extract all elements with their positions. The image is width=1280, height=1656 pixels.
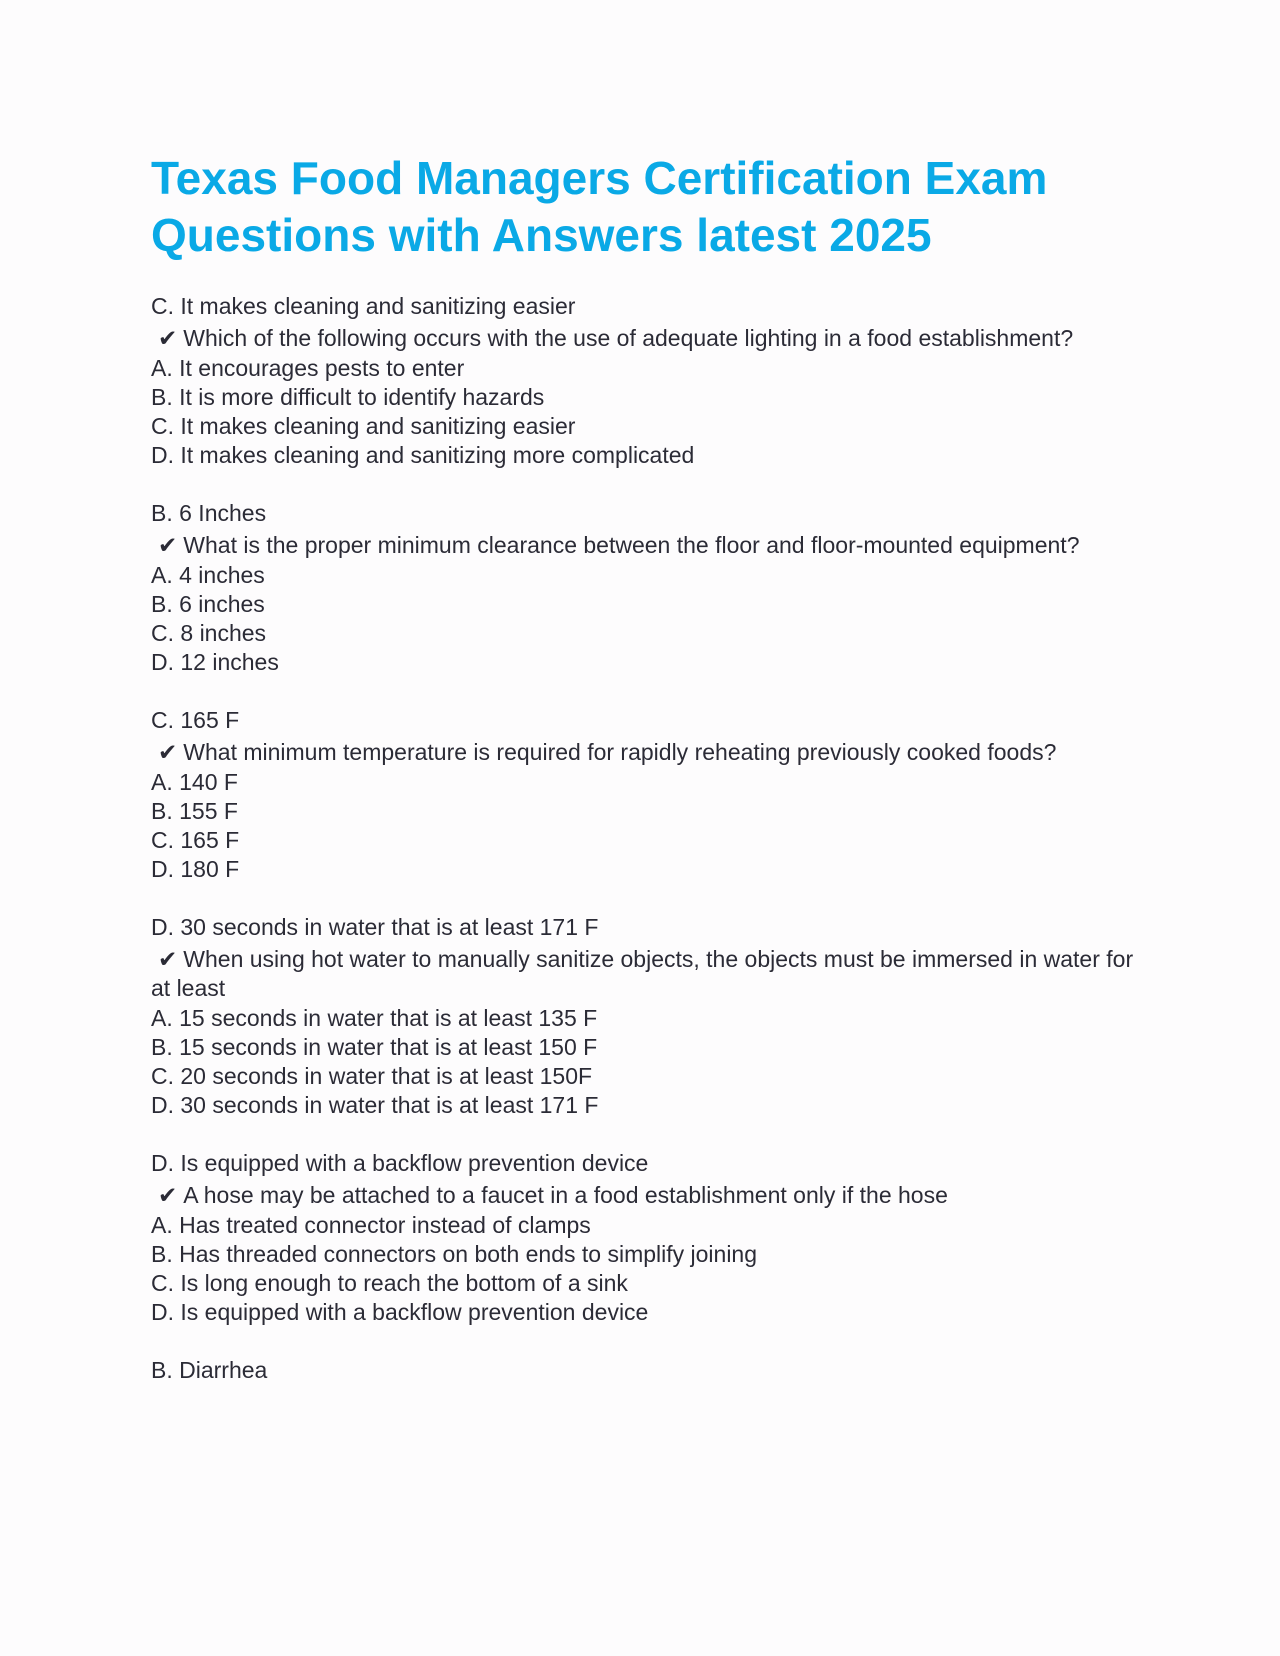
question-line <box>151 531 1141 560</box>
qa-block <box>151 292 1141 470</box>
answer-option: C. 165 F <box>151 827 240 853</box>
answer-option: D. 12 inches <box>151 649 279 675</box>
answer-text: B. 6 Inches <box>151 500 267 526</box>
answer-option: D. It makes cleaning and sanitizing more complicated <box>151 442 695 468</box>
qa-block <box>151 1149 1141 1327</box>
answer-option: D. 180 F <box>151 856 240 882</box>
document-page <box>151 150 1141 1414</box>
answer-text: C. 165 F <box>151 707 240 733</box>
answer-option: C. 8 inches <box>151 620 267 646</box>
answer-option: B. It is more difficult to identify hazards <box>151 384 545 410</box>
answer-option: A. 15 seconds in water that is at least 135 F <box>151 1005 598 1031</box>
answer-text: D. Is equipped with a backflow prevention device <box>151 1150 649 1176</box>
question-line <box>151 324 1141 353</box>
qa-block <box>151 499 1141 677</box>
answer-option: A. Has treated connector instead of clamps <box>151 1212 591 1238</box>
answer-option: B. 15 seconds in water that is at least 150 F <box>151 1034 598 1060</box>
answer-text: C. It makes cleaning and sanitizing easier <box>151 293 576 319</box>
check-mark-icon: ✔ <box>158 532 178 558</box>
question-text: Which of the following occurs with the use of adequate lighting in a food establishment? <box>183 325 1074 351</box>
document-title: Texas Food Managers Certification Exam Questions with Answers latest 2025 <box>151 152 1048 261</box>
check-mark-icon: ✔ <box>158 739 178 765</box>
question-text: When using hot water to manually sanitize objects, the objects must be immersed in water for at least <box>151 946 1134 1001</box>
answer-option: B. 6 inches <box>151 591 265 617</box>
answer-option: B. 155 F <box>151 798 238 824</box>
question-line <box>151 945 1141 1003</box>
qa-list <box>151 292 1141 1385</box>
answer-option: C. It makes cleaning and sanitizing easier <box>151 413 576 439</box>
answer-option: D. 30 seconds in water that is at least 171 F <box>151 1092 599 1118</box>
question-line <box>151 1181 1141 1210</box>
answer-option: B. Has threaded connectors on both ends to simplify joining <box>151 1241 758 1267</box>
question-text: A hose may be attached to a faucet in a food establishment only if the hose <box>183 1182 948 1208</box>
check-mark-icon: ✔ <box>158 1182 178 1208</box>
answer-text: B. Diarrhea <box>151 1357 268 1383</box>
question-line <box>151 738 1141 767</box>
answer-text: D. 30 seconds in water that is at least 171 F <box>151 914 599 940</box>
check-mark-icon: ✔ <box>158 325 178 351</box>
qa-block <box>151 706 1141 884</box>
answer-option: A. 140 F <box>151 769 238 795</box>
answer-option: C. 20 seconds in water that is at least 150F <box>151 1063 593 1089</box>
answer-option: C. Is long enough to reach the bottom of a sink <box>151 1270 628 1296</box>
check-mark-icon: ✔ <box>158 946 178 972</box>
question-text: What minimum temperature is required for rapidly reheating previously cooked foods? <box>183 739 1057 765</box>
question-text: What is the proper minimum clearance between the floor and floor-mounted equipment? <box>183 532 1080 558</box>
qa-block <box>151 913 1141 1120</box>
answer-option: A. 4 inches <box>151 562 265 588</box>
answer-option: D. Is equipped with a backflow prevention device <box>151 1299 649 1325</box>
qa-block <box>151 1356 1141 1385</box>
answer-option: A. It encourages pests to enter <box>151 355 465 381</box>
